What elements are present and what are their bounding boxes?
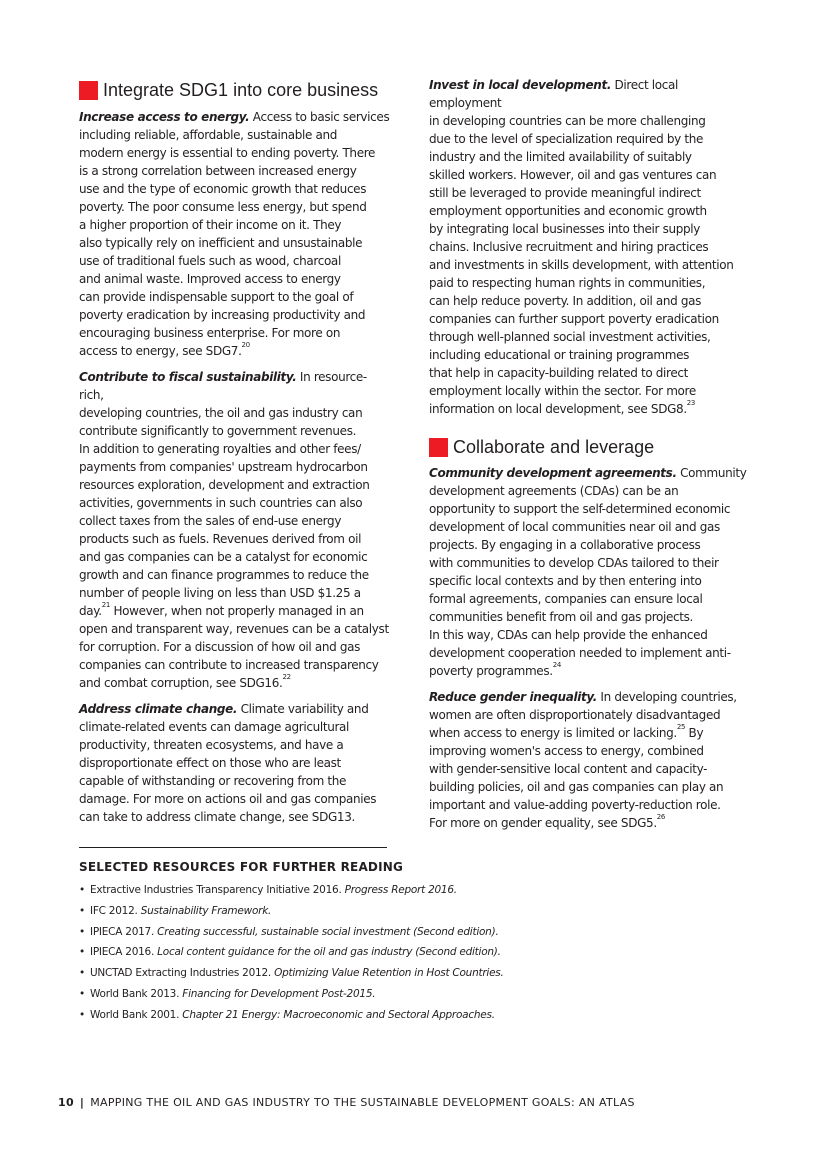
section-divider [79,847,387,848]
paragraph-line: collect taxes from the sales of end-use energy [79,514,342,528]
resource-item [79,1005,759,1026]
paragraph-line: day. [79,604,102,618]
paragraph-line: in developing countries can be more challenging [429,114,706,128]
resource-title: Optimizing Value Retention in Host Countries. [274,967,504,980]
paragraph-fiscal-sustainability [79,368,391,692]
resource-title: Creating successful, sustainable social investment (Second edition). [157,925,499,938]
right-column [429,76,751,832]
bullet-icon: • [79,884,85,896]
paragraph-line: paid to respecting human rights in communities, [429,276,706,290]
paragraph-line: chains. Inclusive recruitment and hiring practices [429,240,709,254]
paragraph-line: by integrating local businesses into their supply [429,222,701,236]
section-heading-text: Collaborate and leverage [453,437,655,457]
paragraph-line: still be leveraged to provide meaningful indirect [429,186,701,200]
resource-source: UNCTAD Extracting Industries 2012. [90,967,275,980]
footnote-ref: 25 [676,723,686,731]
paragraph-line: poverty eradication by increasing productivity and [79,308,366,322]
paragraph-line: including reliable, affordable, sustainable and [79,128,338,142]
footnote-ref: 24 [552,661,561,669]
paragraph-line: when access to energy is limited or lacking. [429,726,677,740]
paragraph-line: damage. For more on actions oil and gas companies [79,792,377,806]
paragraph-lead: Address climate change. [79,702,238,716]
footnote-ref: 20 [241,341,250,349]
paragraph-lead: Increase access to energy. [79,110,250,124]
footnote-ref: 26 [656,813,665,821]
paragraph-line: women are often disproportionately disadvantaged [429,708,721,722]
section-heading-collaborate [429,435,751,459]
paragraph-line: encouraging business enterprise. For more on [79,326,341,340]
resource-source: Extractive Industries Transparency Initiative 2016. [90,884,345,896]
paragraph-line: with gender-sensitive local content and capacity- [429,762,708,776]
paragraph-line: employment opportunities and economic growth [429,204,707,218]
resource-item [79,922,759,943]
paragraph-climate-change [79,700,391,826]
paragraph-line: and gas companies can be a catalyst for economic [79,550,368,564]
paragraph-line: and animal waste. Improved access to energy [79,272,341,286]
paragraph-line: development of local communities near oil and gas [429,520,720,534]
paragraph-lead: Reduce gender inequality. [429,690,597,704]
paragraph-line: that help in capacity-building related to direct [429,366,688,380]
resource-source: IPIECA 2016. [90,946,158,959]
paragraph-line: projects. By engaging in a collaborative process [429,538,701,552]
paragraph-line: use of traditional fuels such as wood, charcoal [79,254,341,268]
resource-source: IFC 2012. [90,904,141,917]
paragraph-line: can help reduce poverty. In addition, oil and gas [429,294,702,308]
paragraph-line: poverty. The poor consume less energy, but spend [79,200,367,214]
paragraph-line: opportunity to support the self-determined economic [429,502,731,516]
paragraph-line: In resource-rich, [79,370,367,402]
paragraph-line: resources exploration, development and extraction [79,478,370,492]
paragraph-gender-inequality [429,688,751,832]
paragraph-line: communities benefit from oil and gas projects. [429,610,694,624]
paragraph-line: and combat corruption, see SDG16. [79,676,283,690]
paragraph-line: disproportionate effect on those who are least [79,756,341,770]
paragraph-line: employment locally within the sector. For more [429,384,696,398]
paragraph-line: access to energy, see SDG7. [79,344,242,358]
resource-source: World Bank 2013. [90,987,183,1000]
paragraph-line: due to the level of specialization required by the [429,132,703,146]
paragraph-line: activities, governments in such countries can also [79,496,363,510]
paragraph-line: improving women's access to energy, combined [429,744,704,758]
paragraph-line: products such as fuels. Revenues derived from oil [79,532,362,546]
paragraph-lead: Invest in local development. [429,78,612,92]
resources-section [79,858,759,1026]
footnote-ref: 22 [282,673,291,681]
paragraph-line: companies can contribute to increased transparency [79,658,379,672]
paragraph-lead: Contribute to fiscal sustainability. [79,370,297,384]
page-number: 10 [58,1096,74,1109]
paragraph-line: However, when not properly managed in an [110,604,364,618]
section-heading-text: Integrate SDG1 into core business [103,80,379,100]
resource-source: IPIECA 2017. [90,925,158,938]
resource-title: Financing for Development Post-2015. [182,987,376,1000]
bullet-icon: • [79,904,85,917]
footer-separator: | [79,1096,85,1109]
resource-title: Chapter 21 Energy: Macroeconomic and Sectoral Approaches. [182,1008,495,1021]
paragraph-community-agreements [429,464,751,680]
paragraph-line: industry and the limited availability of suitably [429,150,692,164]
resource-item [79,984,759,1005]
paragraph-line: climate-related events can damage agricultural [79,720,350,734]
paragraph-line: important and value-adding poverty-reduction role. [429,798,721,812]
paragraph-line: capable of withstanding or recovering from the [79,774,347,788]
paragraph-line: development cooperation needed to implement anti- [429,646,731,660]
paragraph-line: In addition to generating royalties and other fees/ [79,442,361,456]
paragraph-line: also typically rely on inefficient and unsustainable [79,236,363,250]
resource-title: Sustainability Framework. [140,904,272,917]
resource-title: Progress Report 2016. [344,884,457,896]
paragraph-line: building policies, oil and gas companies can play an [429,780,724,794]
resources-list [79,880,759,1026]
paragraph-line: including educational or training programmes [429,348,690,362]
paragraph-line: information on local development, see SDG8. [429,402,687,416]
paragraph-local-development [429,76,751,418]
paragraph-line: can provide indispensable support to the goal of [79,290,354,304]
paragraph-line: use and the type of economic growth that reduces [79,182,367,196]
paragraph-line: contribute significantly to government revenues. [79,424,357,438]
bullet-icon: • [79,1008,85,1021]
paragraph-line: By [685,726,704,740]
paragraph-line: specific local contexts and by then entering into [429,574,702,588]
bullet-icon: • [79,946,85,959]
paragraph-line: developing countries, the oil and gas industry can [79,406,363,420]
paragraph-line: Climate variability and [237,702,369,716]
paragraph-line: In this way, CDAs can help provide the enhanced [429,628,708,642]
resource-item [79,963,759,984]
paragraph-line: can take to address climate change, see SDG13. [79,810,355,824]
resource-item [79,901,759,922]
paragraph-line: is a strong correlation between increased energy [79,164,357,178]
paragraph-line: In developing countries, [596,690,737,704]
left-column [79,76,391,826]
paragraph-lead: Community development agreements. [429,466,677,480]
section-heading-sdg1 [79,78,391,102]
page-footer [58,1096,635,1110]
paragraph-line: For more on gender equality, see SDG5. [429,816,657,830]
paragraph-line: payments from companies' upstream hydrocarbon [79,460,368,474]
paragraph-line: a higher proportion of their income on it. They [79,218,342,232]
paragraph-line: poverty programmes. [429,664,553,678]
paragraph-line: with communities to develop CDAs tailored to their [429,556,719,570]
resource-title: Local content guidance for the oil and gas industry (Second edition). [157,946,501,959]
paragraph-line: for corruption. For a discussion of how oil and gas [79,640,361,654]
paragraph-line: number of people living on less than USD $1.25 a [79,586,361,600]
bullet-icon: • [79,987,85,1000]
paragraph-line: development agreements (CDAs) can be an [429,484,679,498]
resources-title: SELECTED RESOURCES FOR FURTHER READING [79,860,404,874]
paragraph-line: modern energy is essential to ending poverty. There [79,146,376,160]
resource-source: World Bank 2001. [90,1008,183,1021]
paragraph-line: formal agreements, companies can ensure local [429,592,703,606]
paragraph-line: companies can further support poverty eradication [429,312,719,326]
paragraph-line: productivity, threaten ecosystems, and have a [79,738,344,752]
resource-item [79,942,759,963]
footnote-ref: 21 [101,601,110,609]
bullet-icon: • [79,967,85,980]
paragraph-energy-access [79,108,391,360]
paragraph-line: Direct local employment [429,78,679,110]
red-square-icon [79,81,98,100]
paragraph-line: Access to basic services [249,110,390,124]
resource-item [79,880,759,901]
paragraph-line: Community [676,466,747,480]
red-square-icon [429,438,448,457]
footnote-ref: 23 [686,399,696,407]
paragraph-line: open and transparent way, revenues can be a catalyst [79,622,389,636]
paragraph-line: growth and can finance programmes to reduce the [79,568,369,582]
bullet-icon: • [79,925,85,938]
paragraph-line: skilled workers. However, oil and gas ventures can [429,168,717,182]
footer-title: MAPPING THE OIL AND GAS INDUSTRY TO THE SUSTAINABLE DEVELOPMENT GOALS: AN ATLAS [90,1096,635,1109]
paragraph-line: through well-planned social investment activities, [429,330,711,344]
paragraph-line: and investments in skills development, with attention [429,258,734,272]
